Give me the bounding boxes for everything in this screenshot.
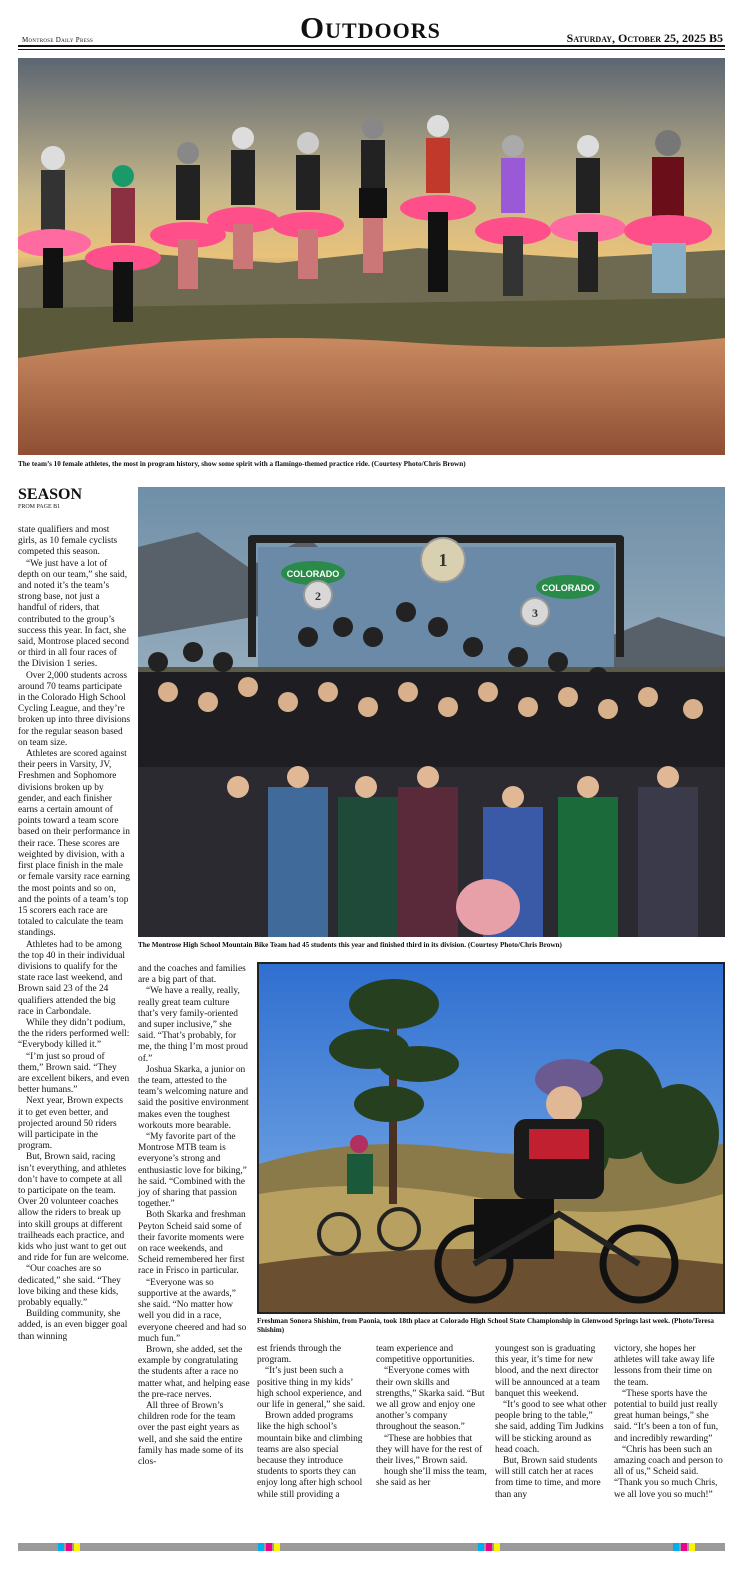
article-paragraph: “Everyone was so supportive at the awards,” she said. “No matter how well you did in a race, everyone cheered and had so much fun.” [138, 1277, 247, 1344]
article-paragraph: Next year, Brown expects it to get even better, and projected around 50 riders will participate in the program. [18, 1096, 123, 1152]
female-athletes-photo [18, 58, 725, 455]
article-paragraph: “These are hobbies that they will have for the rest of their lives,” Brown said. [376, 1433, 483, 1467]
yellow-swatch [274, 1543, 280, 1551]
article-paragraph: “It’s good to see what other people bring to the table,” she said, adding Tim Judkins will be sticking around as head coach. [495, 1400, 607, 1455]
article-column-5 [495, 1344, 607, 1501]
article-paragraph: “We just have a lot of depth on our team,” she said, and noted it’s the team’s strong base, not just a handful of riders, that contributed to the group’s success this year. In fact, she said, Montrose placed second or third in all four races of the Division 1 series. [18, 558, 129, 670]
article-paragraph: “Everyone comes with their own skills and strengths,” Skarka said. “But we all grow and enjoy one another’s company throughout the season.” [376, 1366, 485, 1433]
article-paragraph: victory, she hopes her athletes will take away life lessons from their time on the team. [614, 1344, 715, 1388]
article-paragraph: But, Brown said, racing isn’t everything, and athletes don’t have to compete at all to participate on the team. Over 20 volunteer coaches allow the riders to break up into skill groups at different trailheads each practice, and kids who just want to get out and ride for fun are welcome. [18, 1152, 129, 1264]
second-place-number: 2 [315, 589, 321, 603]
article-paragraph: “It’s just been such a positive thing in my kids’ high school experience, and our life in general,” she said. [257, 1366, 366, 1411]
header-rule [18, 45, 725, 47]
registration-color-bar [18, 1543, 725, 1551]
photo1-caption: The team’s 10 female athletes, the most in program history, show some spirit with a flamingo-themed practice ride. (Courtesy Photo/Chris Brown) [18, 460, 466, 468]
article-paragraph: While they didn’t podium, the the riders performed well: “Everybody killed it.” [18, 1017, 130, 1051]
racer-photo [257, 962, 725, 1314]
article-paragraph: “These sports have the potential to build just really great human beings,” she said. “It’s been a ton of fun, and incredibly rewarding” [614, 1388, 719, 1444]
article-paragraph: Building community, she added, is an even bigger goal than winning [18, 1309, 128, 1342]
yellow-swatch [689, 1543, 695, 1551]
cyan-swatch [478, 1543, 484, 1551]
magenta-swatch [266, 1543, 272, 1551]
article-paragraph: team experience and competitive opportunities. [376, 1344, 475, 1366]
photo2-caption: The Montrose High School Mountain Bike Team had 45 students this year and finished third in its division. (Courtesy Photo/Chris Brown) [138, 941, 562, 949]
article-paragraph: youngest son is graduating this year, it’s time for new blood, and the next director will be announced at a team banquet this weekend. [495, 1344, 600, 1399]
article-paragraph: and the coaches and families are a big part of that. [138, 964, 246, 986]
section-title: Outdoors [300, 10, 441, 45]
article-paragraph: Over 2,000 students across around 70 teams participate in the Colorado High School Cycling League, and they’re broken up into three divisions for the regular season based on team size. [18, 670, 130, 748]
article-column-2 [138, 964, 250, 1468]
article-paragraph: Both Skarka and freshman Peyton Scheid said some of their favorite moments were on race weekends, and Scheid remembered her first race in Frisco in particular. [138, 1210, 246, 1277]
first-place-number: 1 [438, 550, 448, 570]
magenta-swatch [681, 1543, 687, 1551]
article-paragraph: hough she’ll miss the team, she said as her [376, 1467, 487, 1489]
magenta-swatch [486, 1543, 492, 1551]
article-paragraph: Brown added programs like the high school’s mountain bike and climbing teams are also special because they introduce students to sports they can enjoy long after high school while still providing a [257, 1411, 363, 1500]
cyan-swatch [58, 1543, 64, 1551]
date-page-number: Saturday, October 25, 2025 B5 [566, 31, 723, 45]
article-kicker: SEASON [18, 486, 83, 503]
article-column-6 [614, 1344, 725, 1501]
article-column-4 [376, 1344, 488, 1490]
article-paragraph: All three of Brown’s children rode for the team over the past eight years as well, and she said the entire family has made some of its clos- [138, 1400, 244, 1467]
jump-from-label: FROM PAGE B1 [18, 504, 61, 510]
article-paragraph: Joshua Skarka, a junior on the team, attested to the team’s welcoming nature and said the positive environment makes even the toughest workouts more bearable. [138, 1064, 249, 1131]
article-paragraph: But, Brown said students will still catch her at races from time to time, and more than any [495, 1456, 601, 1500]
article-paragraph: Athletes had to be among the top 40 in their individual divisions to qualify for the state race last weekend, and Brown said 23 of the 24 qualifiers attended the big race in Carbondale. [18, 939, 126, 1017]
article-paragraph: “I’m just so proud of them,” Brown said. “They are excellent bikers, and even better humans.” [18, 1051, 130, 1096]
article-paragraph: est friends through the program. [257, 1344, 342, 1366]
article-paragraph: “We have a really, really, really great team culture that’s very family-oriented and super inclusive,” she said. “That’s probably, for me, the thing I’m most proud of.” [138, 986, 248, 1064]
article-paragraph: Athletes are scored against their peers in Varsity, JV, Freshmen and Sophomore divisions broken up by gender, and each finisher earns a certain amount of points toward a team score based on their performance in their race. These scores are weighted by division, with a first place finish in the male or female varsity race earning the most points and so on, and the points of a team’s top 15 scorers each race are totaled to calculate the team standings. [18, 749, 130, 939]
article-column-3 [257, 1344, 369, 1501]
cyan-swatch [258, 1543, 264, 1551]
cyan-swatch [673, 1543, 679, 1551]
third-place-number: 3 [532, 606, 538, 620]
magenta-swatch [66, 1543, 72, 1551]
yellow-swatch [74, 1543, 80, 1551]
header-rule-thin [18, 49, 725, 50]
yellow-swatch [494, 1543, 500, 1551]
article-paragraph: Brown, she added, set the example by congratulating the students after a race no matter what, and helping ease the pre-race nerves. [138, 1344, 250, 1400]
article-paragraph: state qualifiers and most girls, as 10 female cyclists competed this season. [18, 525, 118, 558]
article-paragraph: “Our coaches are so dedicated,” she said. “They love biking and these kids, probably equally.” [18, 1264, 121, 1309]
newspaper-name: Montrose Daily Press [22, 36, 94, 44]
article-paragraph: “My favorite part of the Montrose MTB team is everyone’s strong and enthusiastic love for biking,” he said. “Combined with the joy of sharing that passion together.” [138, 1132, 247, 1210]
banner-text-left: COLORADO [286, 569, 340, 579]
article-column-1 [18, 525, 130, 1343]
team-photo [138, 487, 725, 937]
photo3-caption: Freshman Sonora Shishim, from Paonia, took 18th place at Colorado High School State Championship in Glenwood Springs last week. (Photo/Teresa Shishim) [257, 1317, 714, 1334]
banner-text-right: COLORADO [541, 583, 595, 593]
article-paragraph: “Chris has been such an amazing coach and person to all of us,” Scheid said. “Thank you so much Chris, we all love you so much!” [614, 1444, 723, 1500]
